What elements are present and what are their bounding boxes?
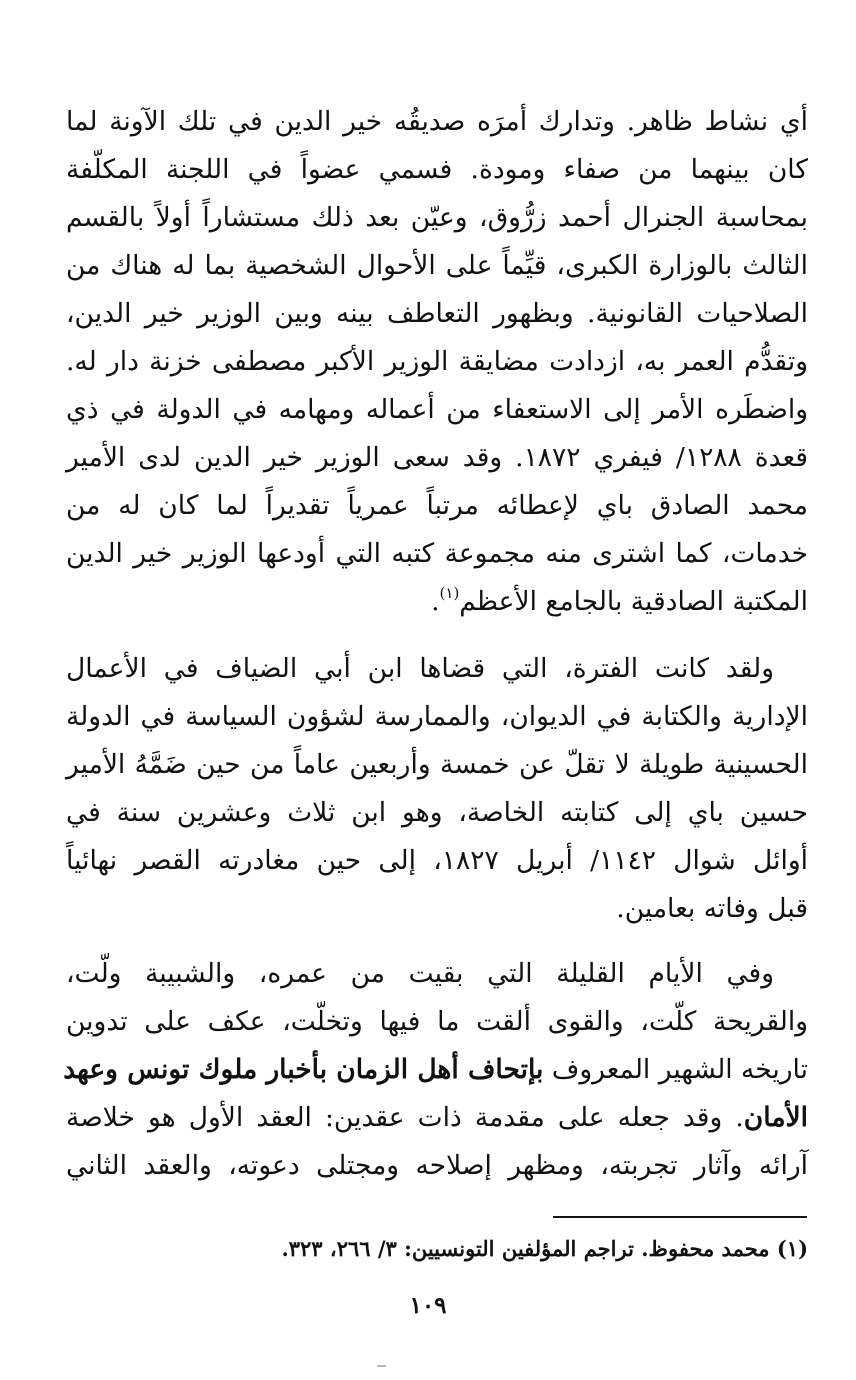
text-line: أوائل شوال ١١٤٢/ أبريل ١٨٢٧، إلى حين مغادرته القصر نهائياً [66, 845, 808, 876]
text-line: والقريحة كلّت، والقوى ألقت ما فيها وتخلّت، عكف على تدوين [66, 1006, 808, 1037]
sentence-end: . [431, 586, 440, 617]
line-text: . وقد جعله على مقدمة ذات عقدين: العقد الأول هو خلاصة [66, 1102, 744, 1133]
line-text: تاريخه الشهير المعروف [543, 1054, 808, 1085]
scan-speck [377, 1365, 386, 1367]
text-line: حسين باي إلى كتابته الخاصة، وهو ابن ثلاث وعشرين سنة في [66, 797, 808, 828]
book-title-part-1: بإتحاف أهل الزمان بأخبار ملوك تونس وعهد [63, 1054, 544, 1085]
text-line: واضطَره الأمر إلى الاستعفاء من أعماله ومهامه في الدولة في ذي [66, 394, 808, 425]
footnote-separator [553, 1216, 807, 1218]
paragraph-1 [66, 98, 808, 626]
text-line-last [66, 578, 808, 626]
footnote: (١) محمد محفوظ. تراجم المؤلفين التونسيين: ٣/ ٢٦٦، ٣٢٣. [281, 1236, 808, 1261]
text-line: محمد الصادق باي لإعطائه مرتباً عمرياً تقديراً لما كان له من [66, 490, 808, 521]
text-line: آرائه وآثار تجربته، ومظهر إصلاحه ومجتلى دعوته، والعقد الثاني [66, 1150, 808, 1181]
text-line: وفي الأيام القليلة التي بقيت من عمره، والشبيبة ولّت، [66, 958, 774, 989]
page-number: ١٠٩ [409, 1292, 447, 1319]
text-line: بمحاسبة الجنرال أحمد زرُّوق، وعيّن بعد ذلك مستشاراً أولاً بالقسم [66, 202, 808, 233]
text-line: الصلاحيات القانونية. وبظهور التعاطف بينه وبين الوزير خير الدين، [66, 298, 808, 329]
text-line: أي نشاط ظاهر. وتدارك أمرَه صديقُه خير الدين في تلك الآونة لما [66, 106, 808, 137]
book-title-part-2: الأمان [743, 1102, 808, 1133]
text-line: الإدارية والكتابة في الديوان، والممارسة لشؤون السياسة في الدولة [66, 701, 808, 732]
text-line: الثالث بالوزارة الكبرى، قيِّماً على الأحوال الشخصية بما له هناك من [66, 250, 808, 281]
paragraph-2 [66, 645, 808, 933]
text-line-with-title [66, 1094, 808, 1142]
text-line: قعدة ١٢٨٨/ فيفري ١٨٧٢. وقد سعى الوزير خير الدين لدى الأمير [66, 442, 809, 473]
text-line: خدمات، كما اشترى منه مجموعة كتبه التي أودعها الوزير خير الدين [66, 538, 808, 569]
paragraph-3 [63, 950, 808, 1190]
text-line-last: قبل وفاته بعامين. [616, 893, 808, 924]
footnote-marker[interactable]: (١) [439, 584, 460, 602]
text-line-with-title [63, 1046, 808, 1094]
text-line: وتقدُّم العمر به، ازدادت مضايقة الوزير الأكبر مصطفى خزنة دار له. [66, 346, 808, 377]
text-line: ولقد كانت الفترة، التي قضاها ابن أبي الضياف في الأعمال [66, 653, 774, 684]
text-line: الحسينية طويلة لا تقلّ عن خمسة وأربعين عاماً من حين ضَمَّهُ الأمير [66, 749, 808, 780]
last-line-text: المكتبة الصادقية بالجامع الأعظم [459, 586, 808, 617]
text-line: كان بينهما من صفاء ومودة. فسمي عضواً في اللجنة المكلّفة [66, 154, 808, 185]
